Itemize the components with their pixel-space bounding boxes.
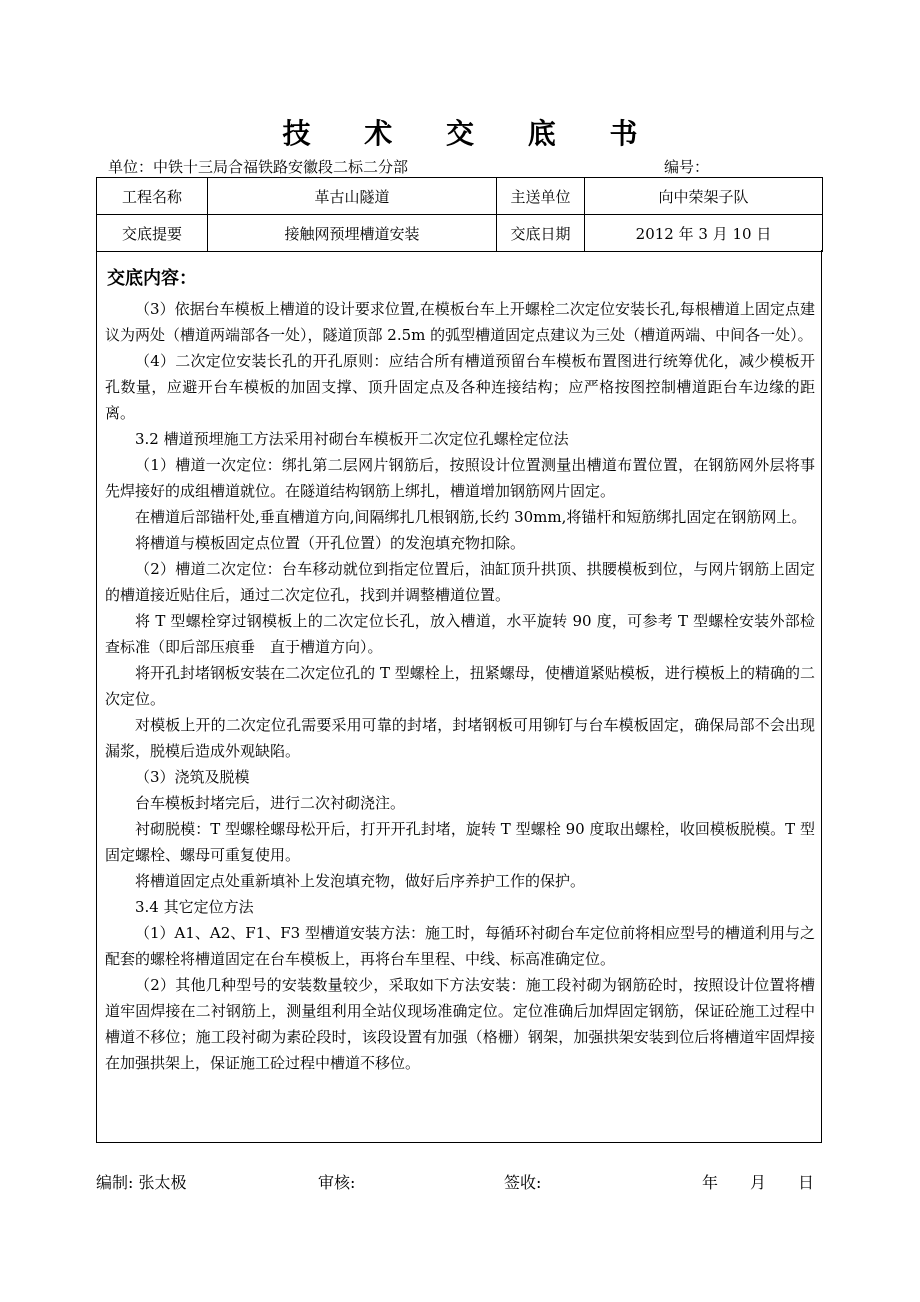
paragraph: （1）A1、A2、F1、F3 型槽道安装方法：施工时，每循环衬砌台车定位前将相应型号的槽道利用与之配套的螺栓将槽道固定在台车模板上，再将台车里程、中线、标高准确定位。 <box>105 924 815 968</box>
document-title: 技 术 交 底 书 <box>282 117 660 150</box>
paragraph: 对模板上开的二次定位孔需要采用可靠的封堵，封堵钢板可用铆钉与台车模板固定，确保局部不会出现漏浆，脱模后造成外观缺陷。 <box>105 716 815 760</box>
summary-value: 接触网预埋槽道安装 <box>208 215 497 252</box>
unit-line: 单位：中铁十三局合福铁路安徽段二标二分部 <box>108 158 409 176</box>
paragraph: 将槽道与模板固定点位置（开孔位置）的发泡填充物扣除。 <box>135 534 526 552</box>
code-line: 编号： <box>664 158 710 176</box>
header-row-project <box>97 178 823 215</box>
editor-field: 编制: 张太极 <box>96 1173 187 1192</box>
date-value: 2012 年 3 月 10 日 <box>585 215 823 252</box>
send-value: 向中荣架子队 <box>585 178 823 215</box>
paragraph: （2）槽道二次定位：台车移动就位到指定位置后，油缸顶升拱顶、拱腰模板到位，与网片钢筋上固定的槽道接近贴住后，通过二次定位孔，找到并调整槽道位置。 <box>105 560 815 604</box>
send-label: 主送单位 <box>497 178 585 215</box>
signature-footer <box>0 1170 920 1194</box>
content-box <box>96 250 822 1143</box>
paragraph: 将槽道固定点处重新填补上发泡填充物，做好后序养护工作的保护。 <box>135 872 586 890</box>
paragraph: 衬砌脱模：T 型螺栓螺母松开后，打开开孔封堵，旋转 T 型螺栓 90 度取出螺栓，收回模板脱模。T 型固定螺栓、螺母可重复使用。 <box>105 820 815 864</box>
paragraph: 台车模板封堵完后，进行二次衬砌浇注。 <box>135 794 406 812</box>
project-label: 工程名称 <box>97 178 208 215</box>
paragraph: （2）其他几种型号的安装数量较少，采取如下方法安装：施工段衬砌为钢筋砼时，按照设计位置将槽道牢固焊接在二衬钢筋上，测量组利用全站仪现场准确定位。定位准确后加焊固定钢筋，保证砼施工过程中槽道不移位；施工段衬砌为素砼段时，该段设置有加强（格栅）钢架，加强拱架安装到位后将槽道牢固焊接在加强拱架上，保证施工砼过程中槽道不移位。 <box>105 976 815 1072</box>
content-body <box>105 296 815 1076</box>
date-field: 年 月 日 <box>702 1173 815 1192</box>
paragraph: 3.4 其它定位方法 <box>135 898 254 916</box>
paragraph: 3.2 槽道预埋施工方法采用衬砌台车模板开二次定位孔螺栓定位法 <box>135 430 569 448</box>
paragraph: 将 T 型螺栓穿过钢模板上的二次定位长孔，放入槽道，水平旋转 90 度，可参考 T 型螺栓安装外部检查标准（即后部压痕垂 直于槽道方向）。 <box>105 612 815 656</box>
date-label: 交底日期 <box>497 215 585 252</box>
content-title: 交底内容： <box>107 268 197 289</box>
paragraph: （1）槽道一次定位：绑扎第二层网片钢筋后，按照设计位置测量出槽道布置位置，在钢筋网外层将事先焊接好的成组槽道就位。在隧道结构钢筋上绑扎，槽道增加钢筋网片固定。 <box>105 456 815 500</box>
review-field: 审核: <box>318 1173 356 1192</box>
header-table <box>96 177 823 252</box>
summary-label: 交底提要 <box>97 215 208 252</box>
paragraph: （3）依据台车模板上槽道的设计要求位置,在模板台车上开螺栓二次定位安装长孔,每根槽道上固定点建议为两处（槽道两端部各一处），隧道顶部 2.5m 的弧型槽道固定点建议为三处（槽道两端、中间各一处）。 <box>105 300 815 344</box>
project-value: 革古山隧道 <box>208 178 497 215</box>
header-row-summary <box>97 215 823 252</box>
paragraph: 在槽道后部锚杆处,垂直槽道方向,间隔绑扎几根钢筋,长约 30mm,将锚杆和短筋绑扎固定在钢筋网上。 <box>135 508 807 526</box>
paragraph: （3）浇筑及脱模 <box>135 768 250 786</box>
receive-field: 签收: <box>504 1173 542 1192</box>
paragraph: （4）二次定位安装长孔的开孔原则：应结合所有槽道预留台车模板布置图进行统筹优化，减少模板开孔数量，应避开台车模板的加固支撑、顶升固定点及各种连接结构；应严格按图控制槽道距台车边缘的距离。 <box>105 352 815 422</box>
paragraph: 将开孔封堵钢板安装在二次定位孔的 T 型螺栓上，扭紧螺母，使槽道紧贴模板，进行模板上的精确的二次定位。 <box>105 664 815 708</box>
